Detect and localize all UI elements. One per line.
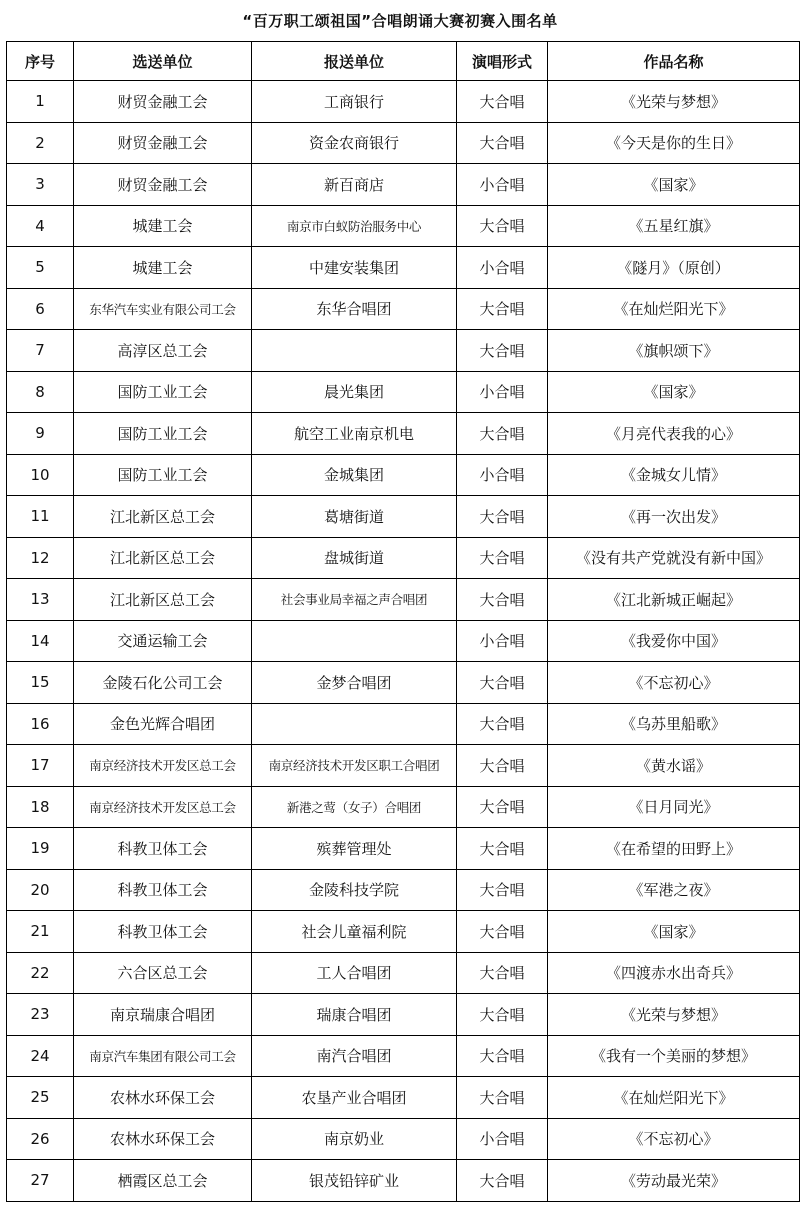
table-row <box>7 1035 800 1077</box>
header-work-title: 作品名称 <box>548 42 800 81</box>
performance-form: 大合唱 <box>457 745 548 787</box>
nominating-unit: 南京汽车集团有限公司工会 <box>74 1035 252 1077</box>
nominating-unit: 江北新区总工会 <box>74 579 252 621</box>
row-index: 6 <box>7 288 74 330</box>
nominating-unit: 金色光辉合唱团 <box>74 703 252 745</box>
table-row <box>7 454 800 496</box>
work-title: 《国家》 <box>548 911 800 953</box>
submitting-unit: 金梦合唱团 <box>252 662 457 704</box>
work-title: 《光荣与梦想》 <box>548 994 800 1036</box>
table-row <box>7 81 800 123</box>
row-index: 22 <box>7 952 74 994</box>
row-index: 8 <box>7 371 74 413</box>
row-index: 15 <box>7 662 74 704</box>
work-title: 《不忘初心》 <box>548 662 800 704</box>
work-title: 《四渡赤水出奇兵》 <box>548 952 800 994</box>
row-index: 1 <box>7 81 74 123</box>
nominating-unit: 农林水环保工会 <box>74 1118 252 1160</box>
work-title: 《在灿烂阳光下》 <box>548 288 800 330</box>
row-index: 20 <box>7 869 74 911</box>
nominating-unit: 科教卫体工会 <box>74 911 252 953</box>
performance-form: 小合唱 <box>457 247 548 289</box>
nominating-unit: 城建工会 <box>74 247 252 289</box>
row-index: 9 <box>7 413 74 455</box>
submitting-unit: 南京市白蚁防治服务中心 <box>252 205 457 247</box>
nominating-unit: 国防工业工会 <box>74 371 252 413</box>
table-header-row <box>7 42 800 81</box>
row-index: 12 <box>7 537 74 579</box>
work-title: 《今天是你的生日》 <box>548 122 800 164</box>
submitting-unit: 南汽合唱团 <box>252 1035 457 1077</box>
submitting-unit: 社会儿童福利院 <box>252 911 457 953</box>
submitting-unit <box>252 703 457 745</box>
table-row <box>7 371 800 413</box>
table-row <box>7 330 800 372</box>
row-index: 18 <box>7 786 74 828</box>
submitting-unit: 新港之莺（女子）合唱团 <box>252 786 457 828</box>
row-index: 16 <box>7 703 74 745</box>
performance-form: 小合唱 <box>457 620 548 662</box>
work-title: 《国家》 <box>548 164 800 206</box>
nominating-unit: 江北新区总工会 <box>74 537 252 579</box>
performance-form: 大合唱 <box>457 330 548 372</box>
work-title: 《不忘初心》 <box>548 1118 800 1160</box>
submitting-unit: 盘城街道 <box>252 537 457 579</box>
performance-form: 大合唱 <box>457 1077 548 1119</box>
work-title: 《隧月》（原创） <box>548 247 800 289</box>
submitting-unit: 东华合唱团 <box>252 288 457 330</box>
nominating-unit: 科教卫体工会 <box>74 828 252 870</box>
table-row <box>7 994 800 1036</box>
header-nominating-unit: 选送单位 <box>74 42 252 81</box>
submitting-unit <box>252 330 457 372</box>
performance-form: 大合唱 <box>457 911 548 953</box>
submitting-unit: 社会事业局幸福之声合唱团 <box>252 579 457 621</box>
performance-form: 大合唱 <box>457 994 548 1036</box>
performance-form: 大合唱 <box>457 662 548 704</box>
nominating-unit: 国防工业工会 <box>74 454 252 496</box>
performance-form: 大合唱 <box>457 828 548 870</box>
work-title: 《军港之夜》 <box>548 869 800 911</box>
submitting-unit: 工商银行 <box>252 81 457 123</box>
work-title: 《黄水谣》 <box>548 745 800 787</box>
row-index: 26 <box>7 1118 74 1160</box>
table-row <box>7 579 800 621</box>
submitting-unit: 银茂铅锌矿业 <box>252 1160 457 1202</box>
page-title: “百万职工颂祖国”合唱朗诵大赛初赛入围名单 <box>242 12 558 30</box>
nominating-unit: 栖霞区总工会 <box>74 1160 252 1202</box>
performance-form: 大合唱 <box>457 1160 548 1202</box>
performance-form: 大合唱 <box>457 869 548 911</box>
work-title: 《日月同光》 <box>548 786 800 828</box>
table-row <box>7 496 800 538</box>
submitting-unit: 工人合唱团 <box>252 952 457 994</box>
table-row <box>7 205 800 247</box>
table-row <box>7 662 800 704</box>
nominating-unit: 财贸金融工会 <box>74 122 252 164</box>
nominating-unit: 高淳区总工会 <box>74 330 252 372</box>
table-row <box>7 786 800 828</box>
performance-form: 大合唱 <box>457 579 548 621</box>
row-index: 2 <box>7 122 74 164</box>
work-title: 《旗帜颂下》 <box>548 330 800 372</box>
submitting-unit: 南京奶业 <box>252 1118 457 1160</box>
work-title: 《光荣与梦想》 <box>548 81 800 123</box>
row-index: 21 <box>7 911 74 953</box>
performance-form: 小合唱 <box>457 1118 548 1160</box>
work-title: 《在灿烂阳光下》 <box>548 1077 800 1119</box>
nominating-unit: 农林水环保工会 <box>74 1077 252 1119</box>
performance-form: 大合唱 <box>457 288 548 330</box>
work-title: 《江北新城正崛起》 <box>548 579 800 621</box>
submitting-unit: 金城集团 <box>252 454 457 496</box>
table-row <box>7 1160 800 1202</box>
nominating-unit: 财贸金融工会 <box>74 164 252 206</box>
submitting-unit: 中建安装集团 <box>252 247 457 289</box>
table-row <box>7 247 800 289</box>
work-title: 《金城女儿情》 <box>548 454 800 496</box>
submitting-unit: 资金农商银行 <box>252 122 457 164</box>
nominating-unit: 科教卫体工会 <box>74 869 252 911</box>
table-row <box>7 413 800 455</box>
nominating-unit: 东华汽车实业有限公司工会 <box>74 288 252 330</box>
table-row <box>7 828 800 870</box>
header-submitting-unit: 报送单位 <box>252 42 457 81</box>
work-title: 《再一次出发》 <box>548 496 800 538</box>
work-title: 《乌苏里船歌》 <box>548 703 800 745</box>
performance-form: 大合唱 <box>457 537 548 579</box>
header-index: 序号 <box>7 42 74 81</box>
header-performance-form: 演唱形式 <box>457 42 548 81</box>
performance-form: 小合唱 <box>457 371 548 413</box>
row-index: 4 <box>7 205 74 247</box>
nominating-unit: 国防工业工会 <box>74 413 252 455</box>
performance-form: 大合唱 <box>457 81 548 123</box>
work-title: 《月亮代表我的心》 <box>548 413 800 455</box>
performance-form: 大合唱 <box>457 413 548 455</box>
row-index: 27 <box>7 1160 74 1202</box>
work-title: 《我爱你中国》 <box>548 620 800 662</box>
submitting-unit: 金陵科技学院 <box>252 869 457 911</box>
row-index: 23 <box>7 994 74 1036</box>
nominating-unit: 南京瑞康合唱团 <box>74 994 252 1036</box>
table-row <box>7 620 800 662</box>
table-row <box>7 911 800 953</box>
nominating-unit: 金陵石化公司工会 <box>74 662 252 704</box>
nominating-unit: 江北新区总工会 <box>74 496 252 538</box>
row-index: 19 <box>7 828 74 870</box>
performance-form: 大合唱 <box>457 122 548 164</box>
work-title: 《在希望的田野上》 <box>548 828 800 870</box>
table-row <box>7 745 800 787</box>
table-row <box>7 703 800 745</box>
performance-form: 大合唱 <box>457 786 548 828</box>
submitting-unit: 晨光集团 <box>252 371 457 413</box>
table-row <box>7 1118 800 1160</box>
nominating-unit: 交通运输工会 <box>74 620 252 662</box>
work-title: 《国家》 <box>548 371 800 413</box>
work-title: 《五星红旗》 <box>548 205 800 247</box>
nominating-unit: 财贸金融工会 <box>74 81 252 123</box>
performance-form: 大合唱 <box>457 1035 548 1077</box>
submitting-unit: 南京经济技术开发区职工合唱团 <box>252 745 457 787</box>
row-index: 7 <box>7 330 74 372</box>
performance-form: 大合唱 <box>457 703 548 745</box>
submitting-unit: 航空工业南京机电 <box>252 413 457 455</box>
performance-form: 小合唱 <box>457 454 548 496</box>
performance-form: 大合唱 <box>457 952 548 994</box>
table-row <box>7 164 800 206</box>
submitting-unit: 农垦产业合唱团 <box>252 1077 457 1119</box>
row-index: 17 <box>7 745 74 787</box>
work-title: 《没有共产党就没有新中国》 <box>548 537 800 579</box>
table-row <box>7 869 800 911</box>
row-index: 13 <box>7 579 74 621</box>
submitting-unit <box>252 620 457 662</box>
table-row <box>7 1077 800 1119</box>
work-title: 《我有一个美丽的梦想》 <box>548 1035 800 1077</box>
performance-form: 大合唱 <box>457 205 548 247</box>
table-row <box>7 537 800 579</box>
row-index: 10 <box>7 454 74 496</box>
submitting-unit: 新百商店 <box>252 164 457 206</box>
performance-form: 小合唱 <box>457 164 548 206</box>
performance-form: 大合唱 <box>457 496 548 538</box>
row-index: 11 <box>7 496 74 538</box>
submitting-unit: 葛塘街道 <box>252 496 457 538</box>
row-index: 5 <box>7 247 74 289</box>
table-row <box>7 952 800 994</box>
work-title: 《劳动最光荣》 <box>548 1160 800 1202</box>
nominating-unit: 南京经济技术开发区总工会 <box>74 786 252 828</box>
finalist-table <box>6 41 800 1202</box>
row-index: 14 <box>7 620 74 662</box>
nominating-unit: 六合区总工会 <box>74 952 252 994</box>
table-row <box>7 122 800 164</box>
nominating-unit: 城建工会 <box>74 205 252 247</box>
table-row <box>7 288 800 330</box>
submitting-unit: 殡葬管理处 <box>252 828 457 870</box>
row-index: 25 <box>7 1077 74 1119</box>
row-index: 3 <box>7 164 74 206</box>
row-index: 24 <box>7 1035 74 1077</box>
nominating-unit: 南京经济技术开发区总工会 <box>74 745 252 787</box>
submitting-unit: 瑞康合唱团 <box>252 994 457 1036</box>
